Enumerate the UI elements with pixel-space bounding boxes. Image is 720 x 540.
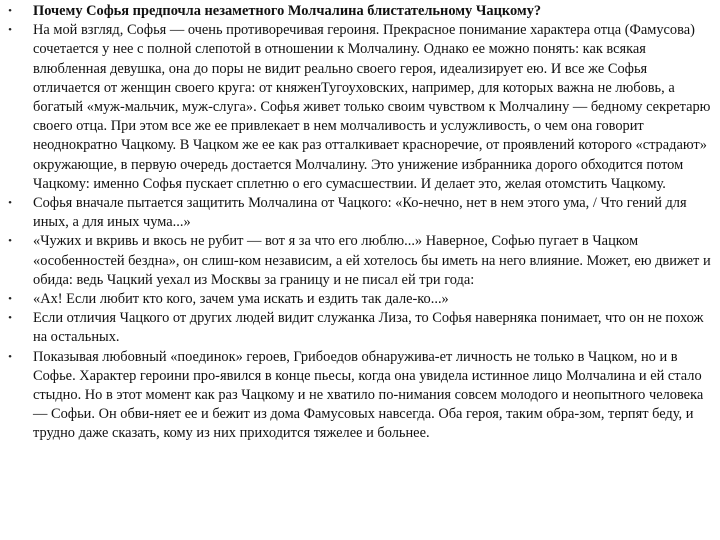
bullet-icon: • — [8, 5, 12, 17]
paragraph-liza: Если отличия Чацкого от других людей видит служанка Лиза, то Софья наверняка понимает, что он не похож на остальных. — [33, 310, 704, 346]
bullet-icon: • — [8, 350, 12, 363]
paragraph-quote-3: «Ах! Если любит кто кого, зачем ума искать и ездить так дале-ко...» — [33, 291, 449, 308]
bullet-icon: • — [8, 293, 12, 306]
list-item — [5, 21, 712, 194]
bullet-icon: • — [8, 235, 12, 248]
paragraph-quote-2: «Чужих и вкривь и вкось не рубит — вот я за что его люблю...» Наверное, Софью пугает в Чацком «особенностей бездна», он слиш-ком независим, а ей хотелось бы иметь на него влияние. Может, ею движет и обида: ведь Чацкий уехал из Москвы за границу и не писал ей три года: — [33, 233, 711, 288]
paragraph-quote-1: Софья вначале пытается защитить Молчалина от Чацкого: «Ко-нечно, нет в нем этого ума, / Что гений для иных, а для иных чума...» — [33, 195, 687, 231]
paragraph-intro: На мой взгляд, Софья — очень противоречивая героиня. Прекрасное понимание характера отца (Фамусова) сочетается у нее с полной слепотой в отношении к Молчалину. Однако ее можно понять: как всякая влюбленная девушка, она до поры не видит реально своего героя, идеализирует ею. И все же Софья отличается от женщин своего круга: от княженТугоуховских, например, для которых важна не любовь, а богатый «муж-мальчик, муж-слуга». Софья живет только своим чувством к Молчалину — бедному секретарю своего отца. При этом все же ее привлекает в нем молчаливость и услужливость, о чем она говорит неоднократно Чацкому. В Чацком же ее как раз отталкивает красноречие, от проявлений которого «страдают» окружающие, в первую очередь достается Молчалину. Это унижение избранника дорого обходится потом Чацкому: именно Софья пускает сплетню о его сумасшествии. И делает это, желая отомстить Чацкому. — [33, 22, 711, 192]
list-item-title — [5, 2, 712, 21]
paragraph-conclusion: Показывая любовный «поединок» героев, Грибоедов обнаружива-ет личность не только в Чацком, но и в Софье. Характер героини про-явился в конце пьесы, когда она увидела истинное лицо Молчалина и ей стало стыдно. Но в этот момент как раз Чацкому и не хватило по-нимания совсем молодого и неопытного человека — Софьи. Он обви-няет ее и бежит из дома Фамусовых навсегда. Оба героя, таким обра-зом, терпят беду, и трудно даже сказать, кому из них приходится тяжелее и больнее. — [33, 348, 704, 442]
bullet-icon: • — [8, 197, 12, 210]
list-item — [5, 232, 712, 290]
list-item — [5, 290, 712, 309]
bullet-icon: • — [8, 312, 12, 325]
list-item — [5, 309, 712, 347]
bullet-icon: • — [8, 24, 12, 37]
list-item — [5, 348, 712, 444]
bullet-list — [5, 2, 712, 444]
document-title: Почему Софья предпочла незаметного Молчалина блистательному Чацкому? — [33, 3, 542, 19]
list-item — [5, 194, 712, 232]
